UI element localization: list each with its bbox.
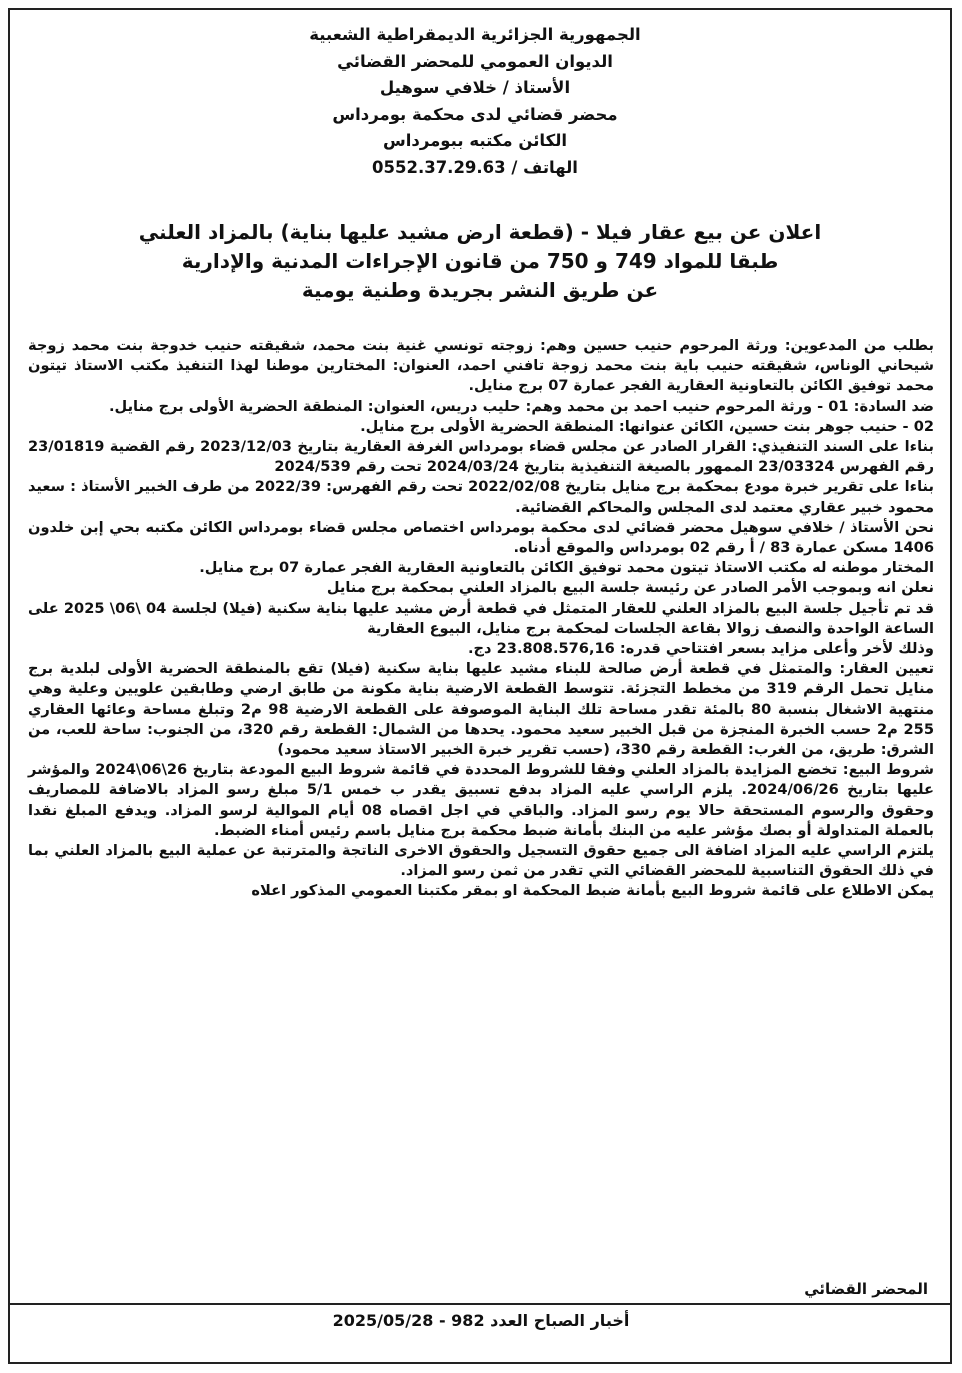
body-paragraph: ضد السادة: 01 - ورثة المرحوم حنيب احمد بن محمد وهم: حليب دريس، العنوان: المنطقة الحضرية الأولى برج منايل. bbox=[109, 397, 934, 415]
body-paragraph: يمكن الاطلاع على قائمة شروط البيع بأمانة ضبط المحكمة او بمقر مكتبنا العمومي المذكور اعلاه bbox=[251, 882, 934, 900]
title-line: طبقا للمواد 749 و 750 من قانون الإجراءات المدنية والإدارية bbox=[181, 249, 779, 273]
issuer-header bbox=[290, 22, 660, 181]
title-line: عن طريق النشر بجريدة وطنية يومية bbox=[301, 278, 659, 302]
body-paragraph: شروط البيع: تخضع المزايدة بالمزاد العلني وفقا للشروط المحددة في قائمة شروط البيع المودعة بتاريخ 26\06\2024 والمؤشر عليها بتاريخ 2024/06/26. يلزم الراسي عليه المزاد بدفع تسبيق يقدر ب خمس 5/1 مبلغ رسو المزاد بالاضافة للمصاريف وحقوق والرسوم المستحقة حالا يوم رسو المزاد. والباقي في اجل اقصاه 08 أيام الموالية لرسو المزاد. ويدفع المبلغ نقدا بالعملة المتداولة أو بصك مؤشر عليه من البنك بأمانة ضبط محكمة برج منايل باسم رئيس أمناء الضبط. bbox=[28, 761, 934, 839]
body-paragraph: وذلك لأخر وأعلى مزايد بسعر افتتاحي قدره: 23.808.576,16 دج. bbox=[468, 640, 934, 658]
signature-label: المحضر القضائي bbox=[804, 1280, 928, 1298]
publication-footer: أخبار الصباح العدد 982 - 2025/05/28 bbox=[332, 1311, 630, 1330]
announcement-title bbox=[80, 218, 880, 305]
body-paragraph: المختار موطنه له مكتب الاستاذ تيتون محمد توفيق الكائن بالتعاونية العقارية الفجر عمارة 07 برج منايل. bbox=[199, 559, 934, 577]
header-line: محضر قضائي لدى محكمة بومرداس bbox=[332, 104, 618, 124]
body-paragraph: بناءا على تقرير خبرة مودع بمحكمة برج منايل بتاريخ 2022/02/08 تحت رقم الفهرس: 2022/39 من طرف الخبير الأستاذ : سعيد محمود خبير عقاري معتمد لدى المجلس والمحاكم القضائية. bbox=[28, 478, 934, 516]
body-paragraph: بناءا على السند التنفيذي: القرار الصادر عن مجلس قضاء بومرداس الغرفة العقارية بتاريخ 2023/12/03 رقم القضية 23/01819 رقم الفهرس 23/03324 الممهور بالصيغة التنفيذية بتاريخ 2024/03/24 تحت رقم 2024/539 bbox=[28, 438, 934, 476]
announcement-body bbox=[28, 336, 934, 902]
header-line: الجمهورية الجزائرية الديمقراطية الشعبية bbox=[309, 25, 641, 44]
body-paragraph: نعلن انه وبموجب الأمر الصادر عن رئيسة جلسة البيع بالمزاد العلني بمحكمة برج منايل bbox=[326, 579, 934, 597]
footer-divider bbox=[10, 1303, 952, 1305]
body-paragraph: نحن الأستاذ / خلافي سوهيل محضر قضائي لدى محكمة بومرداس اختصاص مجلس قضاء بومرداس الكائن مكتبه بحي إبن خلدون 1406 مسكن عمارة 83 / أ رقم 02 بومرداس والموقع أدناه. bbox=[28, 518, 934, 557]
header-line: الكائن مكتبه ببومرداس bbox=[382, 131, 568, 150]
title-line: اعلان عن بيع عقار فيلا - (قطعة ارض مشيد عليها بناية) بالمزاد العلني bbox=[138, 220, 822, 244]
header-phone: الهاتف / 0552.37.29.63 bbox=[372, 157, 578, 177]
header-line: الديوان العمومي للمحضر القضائي bbox=[337, 51, 613, 71]
body-paragraph: تعيين العقار: والمتمثل في قطعة أرض صالحة للبناء مشيد عليها بناية سكنية (فيلا) تقع بالمنطقة الحضرية الأولى لبلدية برج منايل تحمل الرقم 319 من مخطط التجزئة. تتوسط القطعة الارضية بناية مكونة من طابق ارضي وطابقين علويين وعلية وهي منتهية الاشغال بنسبة 80 بالمئة تقدر مساحة تلك البناية الموصوفة على القطعة الارضية 98 م2 وتبلغ مساحة وعائها العقاري 255 م2 حسب الخبرة المنجزة من قبل الخبير سعيد محمود. يحدها من الشمال: القطعة رقم 320، من الجنوب: ساحة للعب، من الشرق: طريق، من الغرب: القطعة رقم 330، (حسب تقرير خبرة الخبير الاستاذ سعيد محمود) bbox=[28, 660, 934, 759]
body-paragraph: بطلب من المدعوين: ورثة المرحوم حنيب حسين وهم: زوجته تونسي غنية بنت محمد، شقيقته حنيب خدوجة بنت محمد زوجة شيحاني الوناس، شقيقته حنيب باية بنت محمد زوجة تافني احمد، العنوان: المختارين موطنا لهذا التنفيذ مكتب الاستاذ تيتون محمد توفيق الكائن بالتعاونية العقارية الفجر عمارة 07 برج منايل. bbox=[28, 337, 934, 395]
body-paragraph: قد تم تأجيل جلسة البيع بالمزاد العلني للعقار المتمثل في قطعة أرض مشيد عليها بناية سكنية (فيلا) لجلسة 04 \06\ 2025 على الساعة الواحدة والنصف زوالا بقاعة الجلسات لمحكمة برج منايل، البيوع العقارية bbox=[28, 599, 935, 637]
header-line: الأستاذ / خلافي سوهيل bbox=[379, 78, 571, 97]
body-paragraph: يلتزم الراسي عليه المزاد اضافة الى جميع حقوق التسجيل والحقوق الاخرى الناتجة والمترتبة عن عملية البيع بالمزاد العلني بما في ذلك الحقوق التناسبية للمحضر القضائي التي تقدر من ثمن رسو المزاد. bbox=[28, 842, 934, 880]
body-paragraph: 02 - حنيب جوهر بنت حسين، الكائن عنوانها: المنطقة الحضرية الأولى برج منايل. bbox=[360, 417, 934, 435]
